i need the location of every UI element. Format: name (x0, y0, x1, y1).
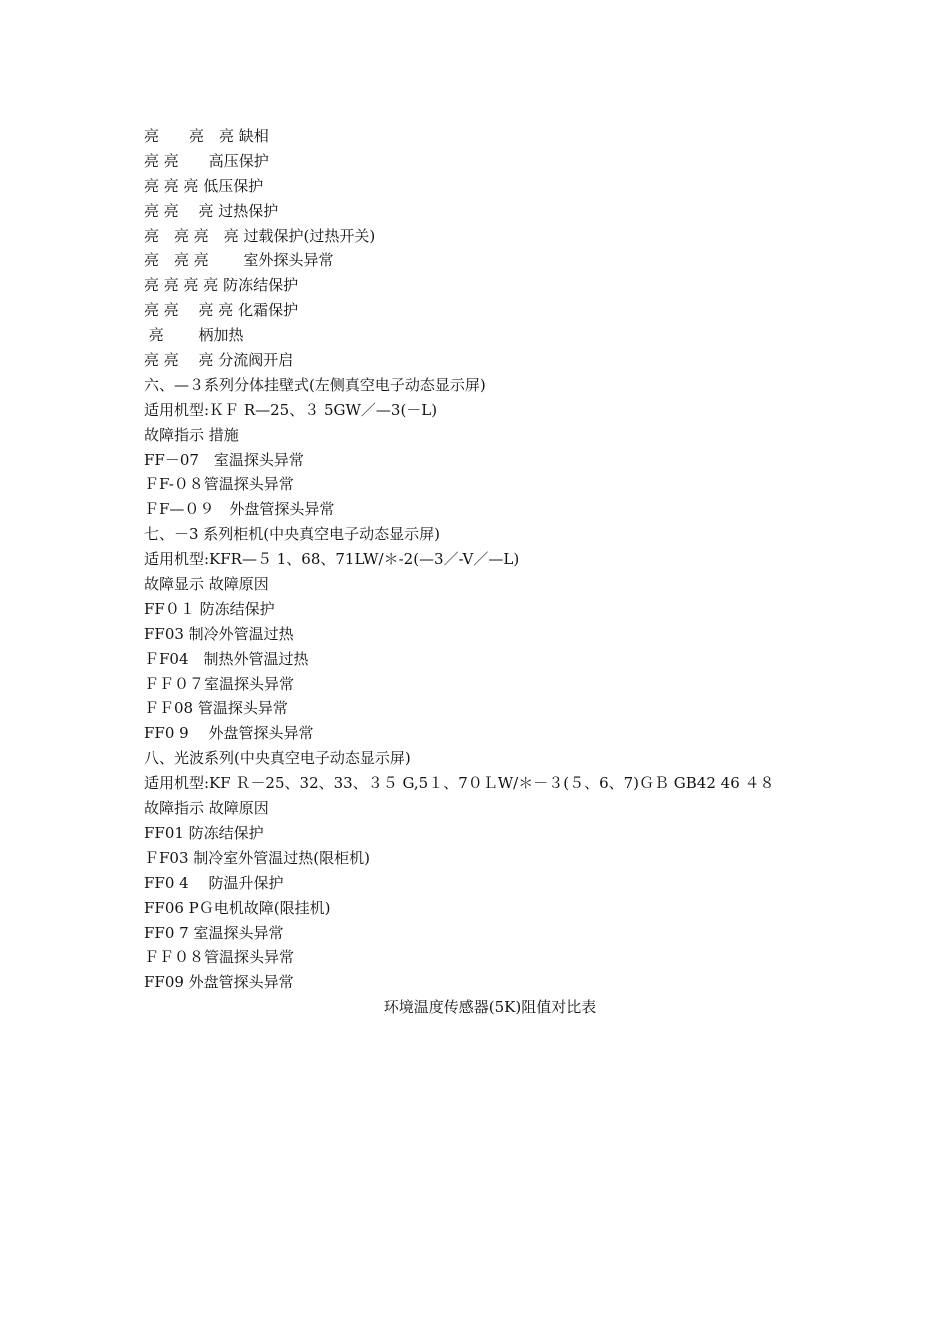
fault-code-line: FF03 制冷外管温过热 (144, 624, 294, 643)
table-title: 环境温度传感器(5K)阻值对比表 (383, 998, 597, 1016)
text-line: 亮 亮 亮 低压保护 (144, 176, 264, 195)
column-header-line: 故障显示 故障原因 (144, 575, 269, 594)
section-heading: 六、—３系列分体挂壁式(左侧真空电子动态显示屏) (144, 375, 486, 394)
text-line: 亮 亮 亮 亮 防冻结保护 (144, 276, 299, 295)
column-header-line: 故障指示 措施 (144, 425, 239, 444)
fault-code-line: FF09 外盘管探头异常 (144, 973, 294, 992)
section-heading: 七、－3 系列柜机(中央真空电子动态显示屏) (144, 525, 441, 544)
model-line: 适用机型:ＫＦ R—25、３ 5GW／—3(－L) (144, 400, 438, 419)
fault-code-line: FF－07 室温探头异常 (144, 450, 304, 469)
text-line: 亮 柄加热 (144, 326, 244, 345)
fault-code-line: FF０１ 防冻结保护 (144, 599, 275, 618)
text-line: 亮 亮 亮 亮 过载保护(过热开关) (144, 226, 376, 245)
text-line: 亮 亮 亮 过热保护 (144, 201, 279, 220)
fault-code-line: FF01 防冻结保护 (144, 823, 264, 842)
fault-code-line: ＦＦ０８管温探头异常 (144, 948, 295, 967)
column-header-line: 故障指示 故障原因 (144, 799, 269, 818)
fault-code-line: FF06 PＧ电机故障(限挂机) (144, 898, 331, 917)
model-line: 适用机型:KFR—５ 1、68、71LW/＊-2(—3／-V／—L) (144, 550, 520, 569)
fault-code-line: ＦF—０９ 外盘管探头异常 (144, 500, 335, 519)
text-line: 亮 亮 亮 分流阀开启 (144, 351, 294, 370)
fault-code-line: FF0 4 防温升保护 (144, 873, 284, 892)
text-line: 亮 亮 亮 室外探头异常 (144, 251, 334, 270)
fault-code-line: ＦF04 制热外管温过热 (144, 649, 309, 668)
fault-code-line: ＦF03 制冷室外管温过热(限柜机) (144, 848, 370, 867)
fault-code-line: ＦＦ08 管温探头异常 (144, 699, 288, 718)
text-line: 亮 亮 高压保护 (144, 151, 269, 170)
text-line: 亮 亮 亮 亮 化霜保护 (144, 301, 299, 320)
section-heading: 八、光波系列(中央真空电子动态显示屏) (144, 749, 411, 768)
fault-code-line: FF0 7 室温探头异常 (144, 923, 284, 942)
document-body (144, 124, 844, 995)
fault-code-line: FF0 9 外盘管探头异常 (144, 724, 314, 743)
fault-code-line: ＦF-０８管温探头异常 (144, 475, 294, 494)
text-line: 亮 亮 亮 缺相 (144, 127, 269, 145)
fault-code-line: ＦＦ０７室温探头异常 (144, 674, 295, 693)
model-line: 适用机型:KF Ｒ－25、32、33、３５ G,5１、7０ＬW/＊－３(５、6、7)ＧＢ GB42 46 ４８ (144, 774, 775, 793)
